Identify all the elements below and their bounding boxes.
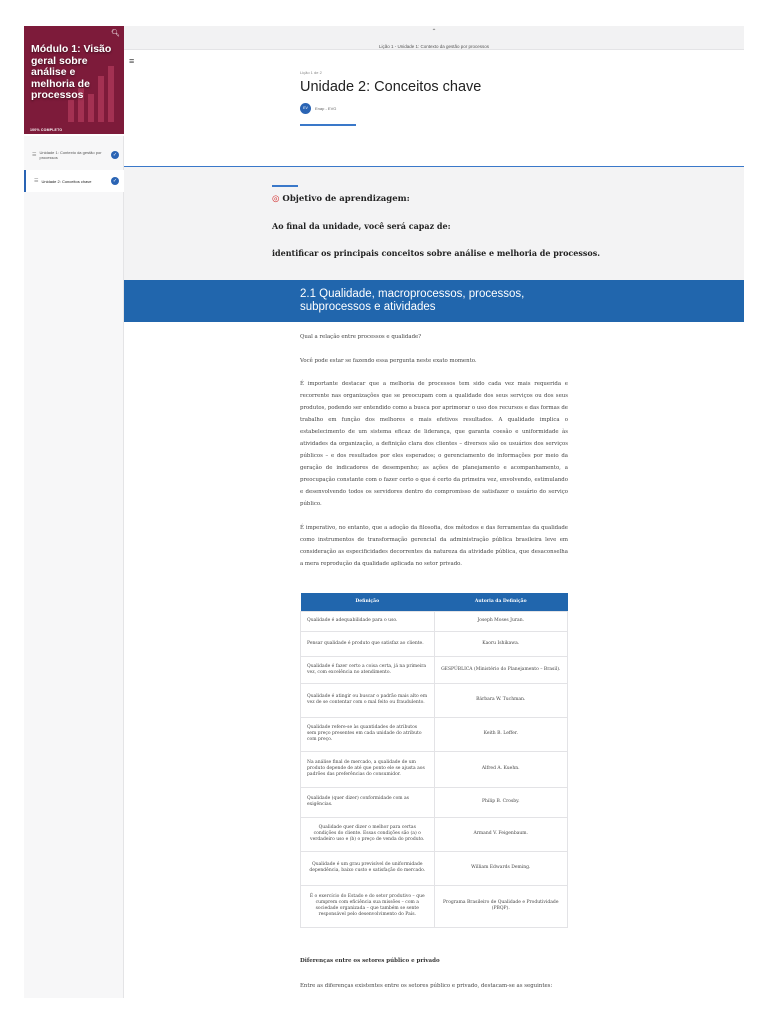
table-cell-author: Bárbara W. Tuchman. [434, 683, 568, 717]
previous-lesson-bar[interactable] [124, 26, 744, 50]
table-cell-definition: É o exercício do Estado e do setor produtivo – que cumprem com eficiência sua missões – com a sociedade organizada – que também se sente responsável pelo desenvolvimento do País. [301, 885, 435, 927]
chevron-up-icon: ⌃ [431, 29, 437, 35]
table-row [301, 851, 568, 885]
check-icon: ✓ [112, 152, 118, 158]
table-cell-author: Kaoru Ishikawa. [434, 631, 568, 656]
divider [272, 185, 298, 187]
sidebar-item-label: Unidade 2: Conceitos chave [41, 178, 92, 184]
paragraph: Qual a relação entre processos e qualidade? [300, 334, 422, 340]
module-title: Módulo 1: Visão geral sobre análise e melhoria de processos [31, 43, 112, 101]
definitions-table [300, 593, 568, 928]
paragraph: Entre as diferenças existentes entre os setores público e privado, destacam-se as seguintes: [300, 983, 553, 989]
table-cell-author: Alfred A. Kuehn. [434, 751, 568, 787]
paragraph: É importante destacar que a melhoria de processos tem sido cada vez mais requerida e recorrente nas organizações que se preocupam com a qualidade dos seus serviços ou dos seus produtos, podendo ser entendido como a busca por aprimorar o uso dos recursos e das formas de trabalho em função dos melhores e mais efetivos resultados. A qualidade implica o estabelecimento de um sistema eficaz de liderança, que garanta coesão e uniformidade às atividades da organização, a definição clara dos clientes – diversos são os usuários dos serviços públicos – e dos resultados por eles esperados; o gerenciamento de informações por meio da geração de indicadores de desempenho; as ações de planejamento e acompanhamento, a preocupação constante com o fazer certo o que é certo da primeira vez, envolvendo, estimulando e desenvolvendo todos os servidores dentro do compromisso de satisfazer o usuário do serviço público. [300, 381, 568, 507]
lesson-icon: ☰ [32, 151, 37, 158]
learning-objective [124, 167, 744, 280]
progress-label: 100% COMPLETO [30, 128, 63, 132]
table-row [301, 717, 568, 751]
search-icon[interactable]: 🔍︎ [111, 30, 120, 37]
author-name: Enap - EVG [315, 106, 337, 111]
table-cell-author: Programa Brasileiro de Qualidade e Produtividade (PBQP). [434, 885, 568, 927]
table-row [301, 751, 568, 787]
table-cell-definition: Qualidade é adequabilidade para o uso. [301, 611, 435, 631]
lesson-counter: Lição 1 de 2 [300, 70, 322, 75]
target-icon: ◎ [272, 194, 280, 204]
divider [300, 124, 356, 126]
table-cell-definition: Qualidade é fazer certo a coisa certa, já na primeira vez, com excelência no atendimento. [301, 656, 435, 683]
table-cell-definition: Qualidade é atingir ou buscar o padrão mais alto em vez de se contentar com o mal feito ou fraudulento. [301, 683, 435, 717]
table-cell-author: William Edwards Deming. [434, 851, 568, 885]
paragraph: É imperativo, no entanto, que a adoção da filosofia, dos métodos e das ferramentas da qualidade como instrumentos de transformação gerencial da administração pública brasileira leve em consideração as especificidades decorrentes da natureza da atividade pública, que desaconselha a mera reprodução da qualidade aplicada no setor privado. [300, 525, 568, 567]
table-cell-author: Joseph Moses Juran. [434, 611, 568, 631]
table-cell-author: Armand V. Feigenbaum. [434, 817, 568, 851]
menu-icon[interactable]: ≡ [129, 56, 135, 66]
table-row [301, 787, 568, 817]
table-cell-definition: Qualidade quer dizer o melhor para certas condições do cliente. Essas condições são (a) o verdadeiro uso e (b) o preço de venda do produto. [301, 817, 435, 851]
table-cell-author: GESPÚBLICA (Ministério do Planejamento – Brasil). [434, 656, 568, 683]
section-title: 2.1 Qualidade, macroprocessos, processos, subprocessos e atividades [300, 288, 525, 313]
table-header: Definição [301, 593, 435, 611]
avatar: EV [300, 103, 311, 114]
table-header: Autoria da Definição [434, 593, 568, 611]
table-row [301, 611, 568, 631]
check-icon: ✓ [112, 178, 118, 184]
table-row [301, 817, 568, 851]
objective-goal: identificar os principais conceitos sobre análise e melhoria de processos. [272, 248, 601, 258]
table-cell-definition: Qualidade é um grau previsível de uniformidade dependência, baixo custo e satisfação do mercado. [301, 851, 435, 885]
progress-bar [24, 134, 124, 136]
page-title: Unidade 2: Conceitos chave [300, 79, 482, 95]
table-cell-definition: Qualidade (quer dizer) conformidade com as exigências. [301, 787, 435, 817]
author [300, 103, 600, 114]
previous-lesson-title: Lição 1 - Unidade 1: Contexto da gestão por processos [378, 44, 490, 49]
table-row [301, 631, 568, 656]
table-cell-author: Keith B. Leffer. [434, 717, 568, 751]
table-cell-definition: Qualidade refere-se às quantidades de atributos sem preço presentes em cada unidade do atributo com preço. [301, 717, 435, 751]
subsection-heading: Diferenças entre os setores público e privado [300, 958, 440, 964]
lesson-icon: ☰ [34, 177, 39, 184]
table-row [301, 885, 568, 927]
sidebar-item-unit-1[interactable] [24, 144, 124, 166]
lesson-header [300, 70, 600, 126]
paragraph: Você pode estar se fazendo essa pergunta neste exato momento. [300, 358, 477, 364]
module-hero [24, 26, 124, 136]
table-row [301, 683, 568, 717]
sidebar-item-unit-2[interactable] [24, 170, 124, 192]
table-cell-author: Philip B. Crosby. [434, 787, 568, 817]
sidebar-item-label: Unidade 1: Contexto da gestão por processos [39, 150, 102, 160]
objective-intro: Ao final da unidade, você será capaz de: [272, 221, 451, 231]
table-row [301, 656, 568, 683]
objective-heading: ◎ Objetivo de aprendizagem: [272, 194, 410, 204]
course-sidebar [24, 26, 124, 998]
table-cell-definition: Pensar qualidade é produto que satisfaz ao cliente. [301, 631, 435, 656]
section-banner [124, 280, 744, 322]
table-cell-definition: Na análise final de mercado, a qualidade de um produto depende de até que ponto ele se ajusta aos padrões das preferências do consumidor. [301, 751, 435, 787]
